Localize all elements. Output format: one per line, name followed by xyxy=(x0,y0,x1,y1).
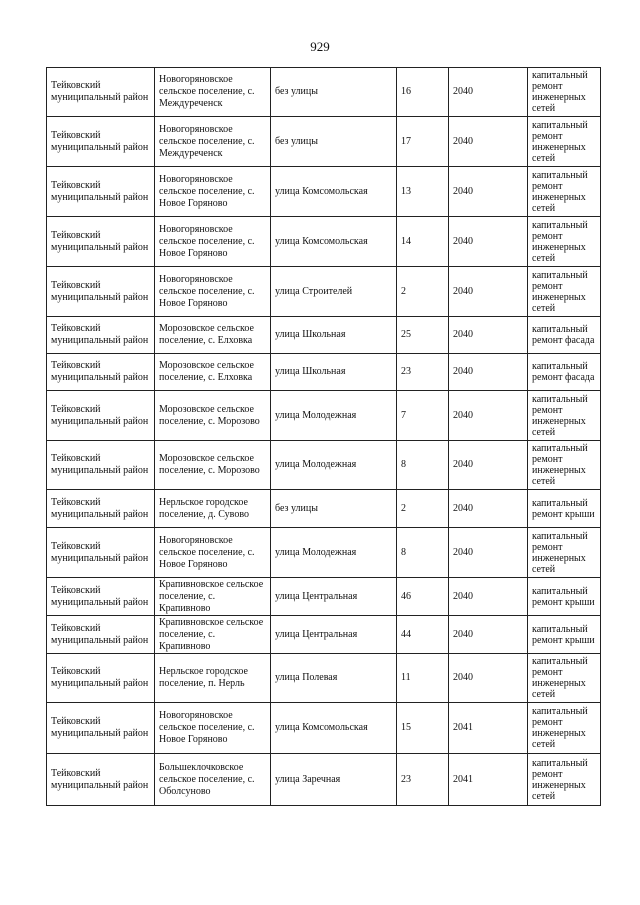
table-row xyxy=(47,490,601,528)
work-type-cell: капитальный ремонт инженерных сетей xyxy=(528,267,601,317)
table-row xyxy=(47,68,601,117)
settlement-cell: Новогоряновское сельское поселение, с. Новое Горяново xyxy=(155,703,271,754)
table-row xyxy=(47,317,601,354)
street-cell: улица Строителей xyxy=(271,267,397,317)
street-cell: улица Комсомольская xyxy=(271,217,397,267)
year-cell: 2041 xyxy=(449,703,528,754)
work-type-cell: капитальный ремонт инженерных сетей xyxy=(528,754,601,806)
street-cell: улица Школьная xyxy=(271,354,397,391)
house-number-cell: 25 xyxy=(397,317,449,354)
table-row xyxy=(47,616,601,654)
settlement-cell: Крапивновское сельское поселение, с. Крапивново xyxy=(155,578,271,616)
street-cell: без улицы xyxy=(271,117,397,167)
district-cell: Тейковский муниципальный район xyxy=(47,68,155,117)
house-number-cell: 15 xyxy=(397,703,449,754)
table-row xyxy=(47,578,601,616)
settlement-cell: Крапивновское сельское поселение, с. Крапивново xyxy=(155,616,271,654)
street-cell: улица Молодежная xyxy=(271,441,397,490)
street-cell: улица Комсомольская xyxy=(271,703,397,754)
house-number-cell: 23 xyxy=(397,754,449,806)
district-cell: Тейковский муниципальный район xyxy=(47,267,155,317)
house-number-cell: 17 xyxy=(397,117,449,167)
street-cell: улица Центральная xyxy=(271,578,397,616)
year-cell: 2040 xyxy=(449,217,528,267)
table-row xyxy=(47,217,601,267)
street-cell: улица Молодежная xyxy=(271,528,397,578)
settlement-cell: Новогоряновское сельское поселение, с. Новое Горяново xyxy=(155,167,271,217)
house-number-cell: 14 xyxy=(397,217,449,267)
house-number-cell: 13 xyxy=(397,167,449,217)
district-cell: Тейковский муниципальный район xyxy=(47,578,155,616)
table-row xyxy=(47,703,601,754)
settlement-cell: Нерльское городское поселение, д. Сувово xyxy=(155,490,271,528)
year-cell: 2040 xyxy=(449,167,528,217)
work-type-cell: капитальный ремонт инженерных сетей xyxy=(528,167,601,217)
district-cell: Тейковский муниципальный район xyxy=(47,616,155,654)
table-row xyxy=(47,528,601,578)
table-row xyxy=(47,391,601,441)
year-cell: 2040 xyxy=(449,616,528,654)
settlement-cell: Новогоряновское сельское поселение, с. Междуреченск xyxy=(155,68,271,117)
work-type-cell: капитальный ремонт инженерных сетей xyxy=(528,528,601,578)
work-type-cell: капитальный ремонт инженерных сетей xyxy=(528,654,601,703)
work-type-cell: капитальный ремонт инженерных сетей xyxy=(528,703,601,754)
year-cell: 2040 xyxy=(449,490,528,528)
table-row xyxy=(47,354,601,391)
house-number-cell: 2 xyxy=(397,490,449,528)
settlement-cell: Большеклочковское сельское поселение, с. Оболсуново xyxy=(155,754,271,806)
year-cell: 2040 xyxy=(449,441,528,490)
house-number-cell: 7 xyxy=(397,391,449,441)
district-cell: Тейковский муниципальный район xyxy=(47,703,155,754)
house-number-cell: 16 xyxy=(397,68,449,117)
settlement-cell: Новогоряновское сельское поселение, с. Новое Горяново xyxy=(155,217,271,267)
work-type-cell: капитальный ремонт крыши xyxy=(528,578,601,616)
street-cell: без улицы xyxy=(271,68,397,117)
work-type-cell: капитальный ремонт инженерных сетей xyxy=(528,68,601,117)
street-cell: улица Школьная xyxy=(271,317,397,354)
page-number: 929 xyxy=(310,39,330,54)
work-type-cell: капитальный ремонт фасада xyxy=(528,317,601,354)
house-number-cell: 11 xyxy=(397,654,449,703)
work-type-cell: капитальный ремонт крыши xyxy=(528,490,601,528)
settlement-cell: Морозовское сельское поселение, с. Елховка xyxy=(155,354,271,391)
year-cell: 2040 xyxy=(449,317,528,354)
district-cell: Тейковский муниципальный район xyxy=(47,441,155,490)
year-cell: 2040 xyxy=(449,654,528,703)
street-cell: улица Центральная xyxy=(271,616,397,654)
registry-table-body xyxy=(47,68,601,806)
street-cell: без улицы xyxy=(271,490,397,528)
table-row xyxy=(47,167,601,217)
work-type-cell: капитальный ремонт инженерных сетей xyxy=(528,117,601,167)
house-number-cell: 23 xyxy=(397,354,449,391)
settlement-cell: Новогоряновское сельское поселение, с. Новое Горяново xyxy=(155,528,271,578)
table-row xyxy=(47,117,601,167)
district-cell: Тейковский муниципальный район xyxy=(47,528,155,578)
year-cell: 2040 xyxy=(449,68,528,117)
district-cell: Тейковский муниципальный район xyxy=(47,354,155,391)
district-cell: Тейковский муниципальный район xyxy=(47,490,155,528)
settlement-cell: Нерльское городское поселение, п. Нерль xyxy=(155,654,271,703)
district-cell: Тейковский муниципальный район xyxy=(47,167,155,217)
house-number-cell: 2 xyxy=(397,267,449,317)
house-number-cell: 46 xyxy=(397,578,449,616)
year-cell: 2041 xyxy=(449,754,528,806)
house-number-cell: 44 xyxy=(397,616,449,654)
year-cell: 2040 xyxy=(449,117,528,167)
table-row xyxy=(47,654,601,703)
settlement-cell: Морозовское сельское поселение, с. Морозово xyxy=(155,391,271,441)
district-cell: Тейковский муниципальный район xyxy=(47,117,155,167)
work-type-cell: капитальный ремонт инженерных сетей xyxy=(528,217,601,267)
work-type-cell: капитальный ремонт инженерных сетей xyxy=(528,391,601,441)
year-cell: 2040 xyxy=(449,267,528,317)
work-type-cell: капитальный ремонт фасада xyxy=(528,354,601,391)
settlement-cell: Морозовское сельское поселение, с. Морозово xyxy=(155,441,271,490)
district-cell: Тейковский муниципальный район xyxy=(47,391,155,441)
street-cell: улица Заречная xyxy=(271,754,397,806)
street-cell: улица Молодежная xyxy=(271,391,397,441)
table-row xyxy=(47,267,601,317)
street-cell: улица Комсомольская xyxy=(271,167,397,217)
district-cell: Тейковский муниципальный район xyxy=(47,654,155,703)
settlement-cell: Новогоряновское сельское поселение, с. Новое Горяново xyxy=(155,267,271,317)
table-row xyxy=(47,441,601,490)
year-cell: 2040 xyxy=(449,528,528,578)
work-type-cell: капитальный ремонт крыши xyxy=(528,616,601,654)
district-cell: Тейковский муниципальный район xyxy=(47,754,155,806)
house-number-cell: 8 xyxy=(397,528,449,578)
registry-table xyxy=(46,67,601,806)
district-cell: Тейковский муниципальный район xyxy=(47,317,155,354)
table-row xyxy=(47,754,601,806)
year-cell: 2040 xyxy=(449,354,528,391)
house-number-cell: 8 xyxy=(397,441,449,490)
street-cell: улица Полевая xyxy=(271,654,397,703)
settlement-cell: Новогоряновское сельское поселение, с. Междуреченск xyxy=(155,117,271,167)
settlement-cell: Морозовское сельское поселение, с. Елховка xyxy=(155,317,271,354)
work-type-cell: капитальный ремонт инженерных сетей xyxy=(528,441,601,490)
year-cell: 2040 xyxy=(449,391,528,441)
district-cell: Тейковский муниципальный район xyxy=(47,217,155,267)
year-cell: 2040 xyxy=(449,578,528,616)
